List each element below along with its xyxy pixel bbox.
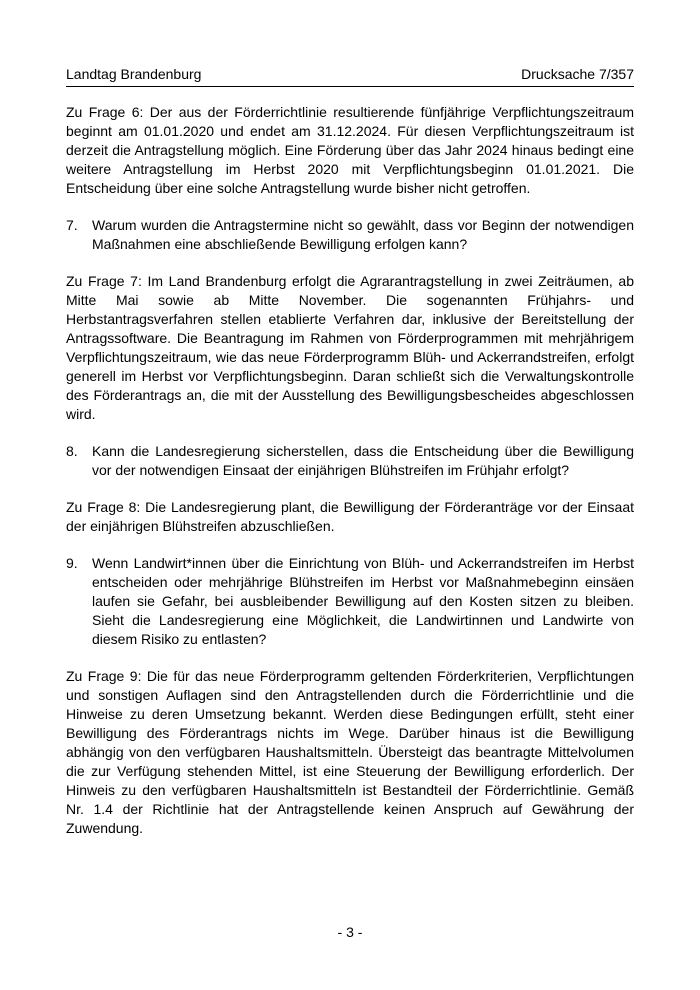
document-number: Drucksache 7/357 [521, 66, 634, 82]
answer-7: Zu Frage 7: Im Land Brandenburg erfolgt die Agrarantragstellung in zwei Zeiträumen, ab Mitte Mai sowie ab Mitte November. Die sogenannten Frühjahrs- und Herbstantragsverfahren stellen etablierte Verfahren dar, inklusive der Bereitstellung der Antragssoftware. Die Beantragung im Rahmen von Förderprogrammen mit mehrjährigem Verpflichtungszeitraum, wie das neue Förderprogramm Blüh- und Ackerrandstreifen, erfolgt generell im Herbst vor Verpflichtungsbeginn. Daran schließt sich die Verwaltungskontrolle des Förderantrags an, die mit der Ausstellung des Bewilligungsbescheides abgeschlossen wird. [66, 273, 634, 422]
answer-9: Zu Frage 9: Die für das neue Förderprogramm geltenden Förderkriterien, Verpflichtungen und sonstigen Auflagen sind den Antragstellenden durch die Förderrichtlinie und die Hinweise zu deren Umsetzung bekannt. Werden diese Bedingungen erfüllt, steht einer Bewilligung des Förderantrags nichts im Wege. Darüber hinaus ist die Bewilligung abhängig von den verfügbaren Haushaltsmitteln. Übersteigt das beantragte Mittelvolumen die zur Verfügung stehenden Mittel, ist eine Steuerung der Bewilligung erforderlich. Der Hinweis zu den verfügbaren Haushaltsmitteln ist Bestandteil der Förderrichtlinie. Gemäß Nr. 1.4 der Richtlinie hat der Antragstellende keinen Anspruch auf Gewährung der Zuwendung. [66, 668, 634, 836]
question-text: Kann die Landesregierung sicherstellen, dass die Entscheidung über die Bewilligung vor der notwendigen Einsaat der einjährigen Blühstreifen im Frühjahr erfolgt? [92, 443, 634, 478]
question-8 [66, 442, 634, 480]
document-body [66, 103, 634, 856]
question-9 [66, 554, 634, 649]
question-number: 7. [66, 217, 78, 233]
question-number: 8. [66, 443, 78, 459]
answer-6: Zu Frage 6: Der aus der Förderrichtlinie resultierende fünfjährige Verpflichtungszeitraum beginnt am 01.01.2020 und endet am 31.12.2024. Für diesen Verpflichtungszeitraum ist derzeit die Antragstellung möglich. Eine Förderung über das Jahr 2024 hinaus bedingt eine weitere Antragstellung im Herbst 2020 mit Verpflichtungsbeginn 01.01.2021. Die Entscheidung über eine solche Antragstellung wurde bisher nicht getroffen. [66, 104, 634, 196]
answer-8: Zu Frage 8: Die Landesregierung plant, die Bewilligung der Förderanträge vor der Einsaat der einjährigen Blühstreifen abzuschließen. [66, 499, 634, 534]
question-text: Warum wurden die Antragstermine nicht so gewählt, dass vor Beginn der notwendigen Maßnahmen eine abschließende Bewilligung erfolgen kann? [92, 217, 634, 252]
question-number: 9. [66, 555, 78, 571]
page-header [66, 66, 634, 87]
question-text: Wenn Landwirt*innen über die Einrichtung von Blüh- und Ackerrandstreifen im Herbst entscheiden oder mehrjährige Blühstreifen im Herbst vor Maßnahmebeginn einsäen laufen sie Gefahr, bei ausbleibender Bewilligung auf den Kosten sitzen zu bleiben. Sieht die Landesregierung eine Möglichkeit, die Landwirtinnen und Landwirte von diesem Risiko zu entlasten? [92, 555, 634, 647]
parliament-name: Landtag Brandenburg [66, 66, 202, 82]
page-number: - 3 - [337, 924, 363, 940]
question-7 [66, 216, 634, 254]
